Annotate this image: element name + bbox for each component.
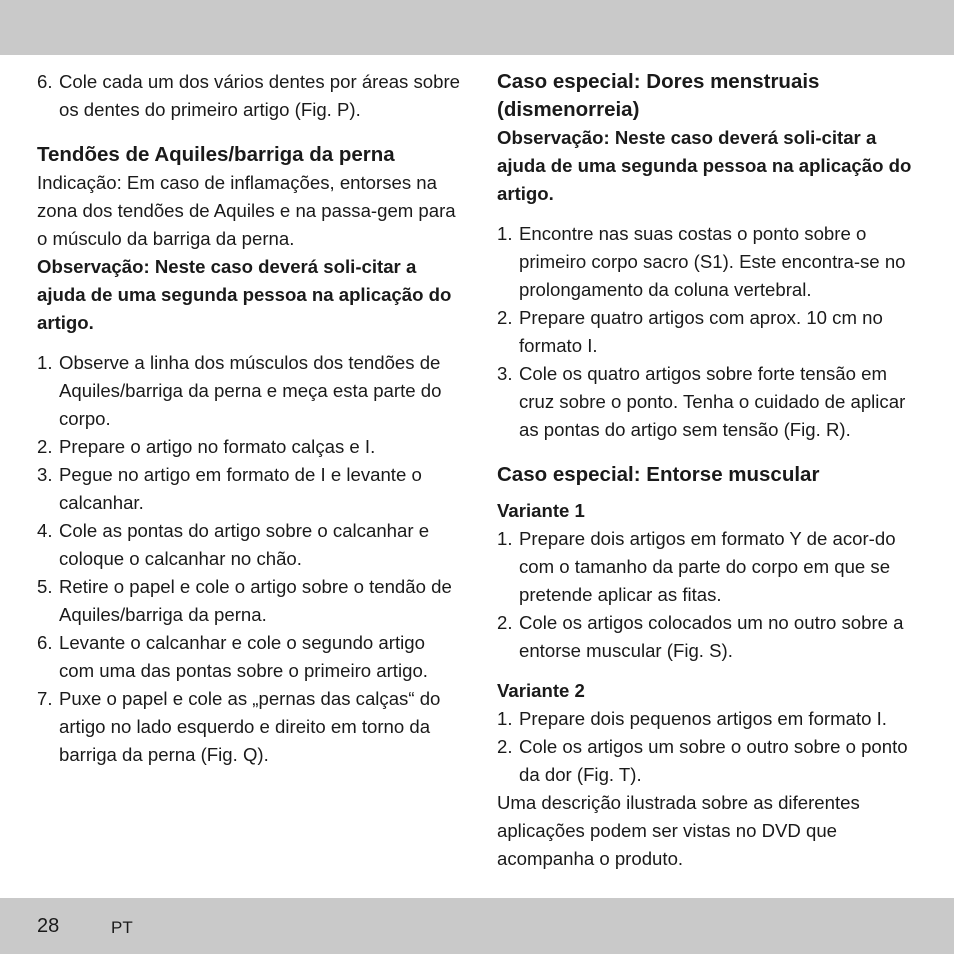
list-text: Prepare dois pequenos artigos em formato I. (519, 708, 887, 729)
list-text: Observe a linha dos músculos dos tendões de Aquiles/barriga da perna e meça esta parte do corpo. (59, 352, 442, 429)
list-number: 1. (37, 352, 53, 373)
list-number: 1. (497, 528, 513, 549)
list-text: Prepare dois artigos em formato Y de acor-do com o tamanho da parte do corpo em que se pretende aplicar as fitas. (519, 528, 896, 605)
variant-2-title: Variante 2 (497, 680, 585, 701)
achilles-steps-list (37, 349, 462, 769)
list-item (37, 433, 462, 461)
list-number: 4. (37, 520, 53, 541)
list-number: 7. (37, 688, 53, 709)
list-text: Cole cada um dos vários dentes por áreas sobre os dentes do primeiro artigo (Fig. P). (59, 71, 461, 120)
list-number: 6. (37, 632, 53, 653)
list-item (37, 517, 462, 573)
list-text: Cole os artigos colocados um no outro sobre a entorse muscular (Fig. S). (519, 612, 904, 661)
list-text: Prepare quatro artigos com aprox. 10 cm no formato I. (519, 307, 883, 356)
menstrual-steps-list (497, 220, 922, 444)
section-title-muscle-strain: Caso especial: Entorse muscular (497, 463, 820, 486)
list-number: 2. (37, 436, 53, 457)
language-label: PT (111, 918, 133, 937)
closing-text: Uma descrição ilustrada sobre as diferentes aplicações podem ser vistas no DVD que acompanha o produto. (497, 792, 860, 869)
list-text: Cole os artigos um sobre o outro sobre o ponto da dor (Fig. T). (519, 736, 908, 785)
list-item (497, 733, 922, 789)
list-item (37, 461, 462, 517)
list-number: 3. (37, 464, 53, 485)
list-number: 2. (497, 612, 513, 633)
page-number: 28 (37, 915, 60, 937)
list-text: Cole os quatro artigos sobre forte tensão em cruz sobre o ponto. Tenha o cuidado de aplicar as pontas do artigo sem tensão (Fig. R). (519, 363, 906, 440)
header-bar (0, 0, 954, 55)
list-number: 3. (497, 363, 513, 384)
list-item (37, 573, 462, 629)
list-item (497, 609, 922, 665)
list-item (37, 629, 462, 685)
left-column (37, 68, 462, 769)
list-item (497, 220, 922, 304)
list-item (497, 525, 922, 609)
list-item (497, 360, 922, 444)
note-text: Observação: Neste caso deverá soli-citar a ajuda de uma segunda pessoa na aplicação do artigo. (37, 256, 452, 333)
list-number: 2. (497, 736, 513, 757)
section-title-achilles: Tendões de Aquiles/barriga da perna (37, 143, 395, 166)
list-text: Puxe o papel e cole as „pernas das calças“ do artigo no lado esquerdo e direito em torno da barriga da perna (Fig. Q). (59, 688, 441, 765)
list-item (37, 349, 462, 433)
right-column (497, 68, 922, 873)
list-item (37, 68, 462, 124)
list-text: Prepare o artigo no formato calças e I. (59, 436, 376, 457)
list-number: 6. (37, 71, 53, 92)
list-item (497, 705, 922, 733)
indication-text: Indicação: Em caso de inflamações, entorses na zona dos tendões de Aquiles e na passa-gem para o músculo da barriga da perna. (37, 172, 456, 249)
variant-2-steps-list (497, 705, 922, 789)
footer-bar (0, 898, 954, 954)
list-number: 2. (497, 307, 513, 328)
section-title-menstrual: Caso especial: Dores menstruais (dismenorreia) (497, 70, 820, 121)
list-number: 1. (497, 708, 513, 729)
list-text: Levante o calcanhar e cole o segundo artigo com uma das pontas sobre o primeiro artigo. (59, 632, 428, 681)
list-text: Retire o papel e cole o artigo sobre o tendão de Aquiles/barriga da perna. (59, 576, 452, 625)
list-item (37, 685, 462, 769)
list-number: 1. (497, 223, 513, 244)
list-item (497, 304, 922, 360)
intro-list (37, 68, 462, 124)
list-text: Cole as pontas do artigo sobre o calcanhar e coloque o calcanhar no chão. (59, 520, 430, 569)
list-text: Pegue no artigo em formato de I e levante o calcanhar. (59, 464, 422, 513)
variant-1-steps-list (497, 525, 922, 665)
list-text: Encontre nas suas costas o ponto sobre o primeiro corpo sacro (S1). Este encontra-se no prolongamento da coluna vertebral. (519, 223, 906, 300)
note-text: Observação: Neste caso deverá soli-citar a ajuda de uma segunda pessoa na aplicação do artigo. (497, 127, 912, 204)
list-number: 5. (37, 576, 53, 597)
variant-1-title: Variante 1 (497, 500, 585, 521)
